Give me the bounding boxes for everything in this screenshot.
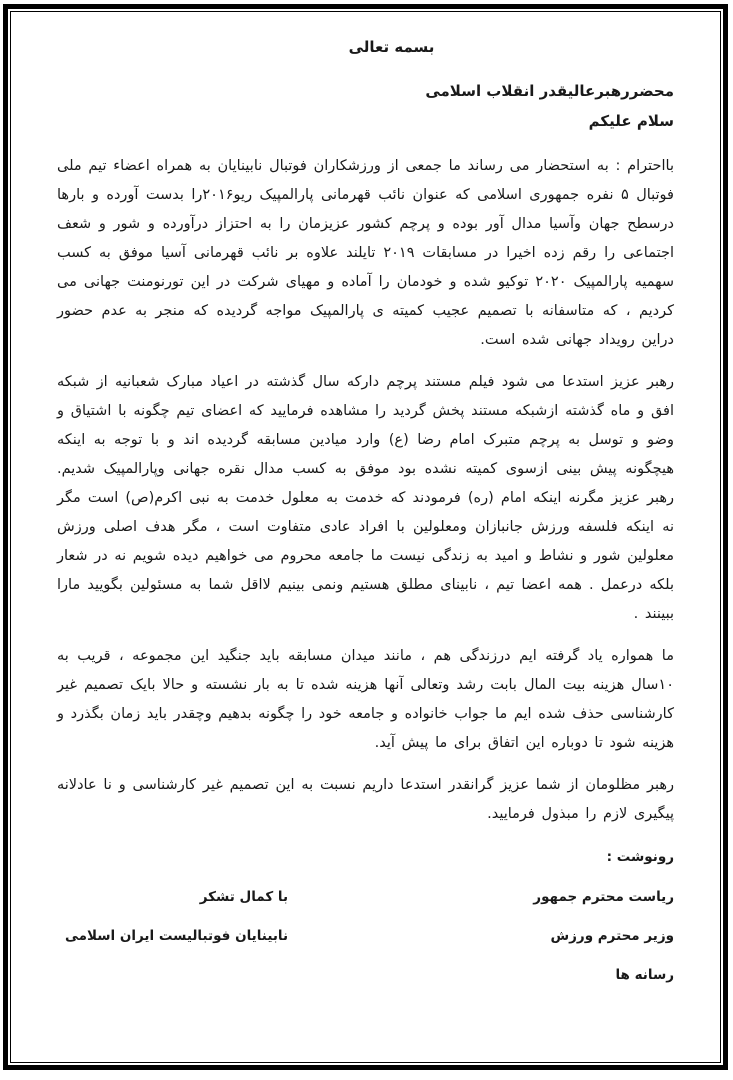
body-paragraph-3: ما همواره یاد گرفته ایم درزندگی هم ، مانند میدان مسابقه باید جنگید این مجموعه ، قریب به ۱۰سال هزینه بیت المال بابت رشد وتعالی آنها هزینه شده تا به بار نشسته و حالا بایک تصمیم غیر کارشناسی حذف شده ایم ما جواب خانواده و جامعه خود را چگونه بدهیم وچقدر باید زمان بگذرد و هزینه شود تا دوباره این اتفاق برای ما پیش آید. bbox=[57, 648, 674, 751]
recipient-line: محضررهبرعالیقدر انقلاب اسلامی bbox=[425, 82, 674, 100]
closing-block bbox=[65, 887, 288, 965]
cc-item-media: رسانه ها bbox=[615, 967, 674, 983]
body-paragraph-4: رهبر مظلومان از شما عزیز گرانقدر استدعا داریم نسبت به این تصمیم غیر کارشناسی و نا عادلانه پیگیری لازم را مبذول فرمایید. bbox=[57, 777, 674, 822]
page-inner-frame bbox=[10, 11, 721, 1063]
body-paragraph-1: بااحترام : به استحضار می رساند ما جمعی از ورزشکاران فوتبال نابینایان به همراه اعضاء تیم ملی فوتبال ۵ نفره جمهوری اسلامی که عنوان نائب قهرمانی پارالمپیک ریو۲۰۱۶را بدست آورده و بارها درسطح جهان وآسیا مدال آور بوده و پرچم کشور عزیزمان را به احتزاز درآورده و شور و شعف اجتماعی را رقم زده اخیرا در مسابقات ۲۰۱۹ تایلند علاوه بر نائب قهرمانی آسیا موفق به کسب سهمیه پارالمپیک ۲۰۲۰ توکیو شده و خودمان را آماده و مهیای شرکت در این تورنومنت جهانی می کردیم ، که متاسفانه با تصمیم عجیب کمیته ی پارالمپیک مواجه گردیده که منجر به عدم حضور دراین رویداد جهانی شده است. bbox=[57, 158, 674, 348]
cc-list bbox=[533, 887, 674, 1004]
cc-item-sports-minister: وزیر محترم ورزش bbox=[550, 928, 674, 944]
salutation-block bbox=[57, 76, 674, 136]
cc-item-president: ریاست محترم جمهور bbox=[533, 889, 674, 905]
besmele-heading: بسمه تعالی bbox=[348, 38, 435, 56]
cc-heading: رونوشت : bbox=[606, 849, 674, 865]
page-border-frame bbox=[3, 4, 728, 1070]
signature-section bbox=[57, 887, 674, 1027]
closing-thanks: با کمال تشکر bbox=[199, 889, 289, 905]
letter-body bbox=[57, 152, 674, 829]
greeting-line: سلام علیکم bbox=[588, 112, 674, 130]
body-paragraph-2: رهبر عزیز استدعا می شود فیلم مستند پرچم دارکه سال گذشته در اعیاد مبارک شعبانیه از شبکه افق و ماه گذشته ازشبکه مستند پخش گردید را مشاهده فرمایید که اعضای تیم چگونه با اشتیاق و وضو و توسل به پرچم متبرک امام رضا (ع) وارد میادین مسابقه گردیده اند و با توجه به اینکه هیچگونه پیش بینی ازسوی کمیته نشده بود موفق به کسب مدال نقره جهانی وپارالمپیک شدیم. رهبر عزیز مگرنه اینکه امام (ره) فرمودند که خدمت به معلول خدمت به نبی اکرم(ص) است مگر نه اینکه فلسفه ورزش جانبازان ومعلولین با افراد عادی متفاوت است ، مگر هدف اصلی ورزش معلولین شور و نشاط و امید به زندگی نیست ما جامعه محروم می خواهیم دیده شویم نه در شعار بلکه درعمل . همه اعضا تیم ، نابینای مطلق هستیم ونمی بینیم لااقل شما به مسئولین بگویید مارا ببینند . bbox=[57, 374, 674, 622]
closing-signature: نابینایان فوتبالیست ایران اسلامی bbox=[65, 928, 289, 944]
